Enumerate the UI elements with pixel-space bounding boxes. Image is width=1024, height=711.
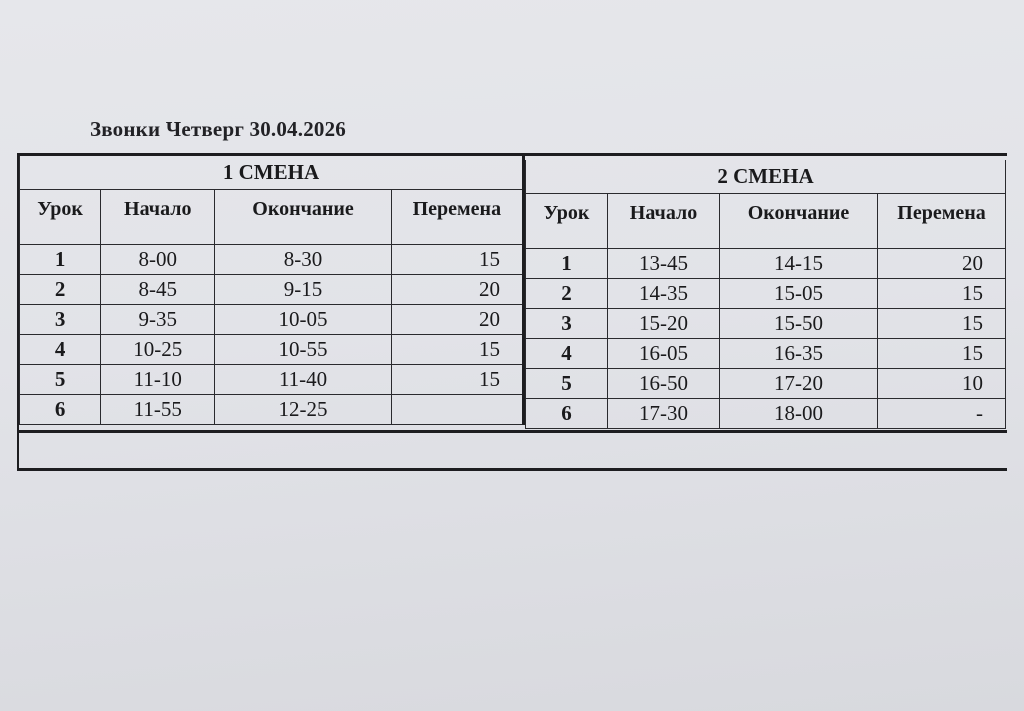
col-header-break: Перемена: [878, 194, 1006, 249]
lesson-break: 15: [391, 335, 523, 365]
table-row: [526, 369, 1006, 399]
lesson-break: -: [878, 399, 1006, 429]
schedule-bottom-rule: [17, 430, 1007, 433]
table-row: [526, 309, 1006, 339]
lesson-start: 16-50: [608, 369, 720, 399]
lesson-number: 2: [526, 279, 608, 309]
lesson-start: 17-30: [608, 399, 720, 429]
lesson-end: 17-20: [720, 369, 878, 399]
table-row: [20, 365, 524, 395]
col-header-start: Начало: [101, 190, 215, 245]
shift-1-table: [19, 156, 525, 425]
lesson-break: 20: [391, 275, 523, 305]
table-row: [526, 249, 1006, 279]
col-header-break: Перемена: [391, 190, 523, 245]
lesson-break: 20: [878, 249, 1006, 279]
lesson-end: 9-15: [215, 275, 391, 305]
lesson-number: 4: [20, 335, 101, 365]
table-row: [20, 335, 524, 365]
lesson-end: 11-40: [215, 365, 391, 395]
shift-1-title: 1 СМЕНА: [20, 156, 524, 190]
lesson-start: 8-45: [101, 275, 215, 305]
col-header-lesson: Урок: [20, 190, 101, 245]
table-row: [526, 339, 1006, 369]
lesson-end: 8-30: [215, 245, 391, 275]
lesson-break: 10: [878, 369, 1006, 399]
lesson-break: [391, 395, 523, 425]
lesson-end: 14-15: [720, 249, 878, 279]
col-header-lesson: Урок: [526, 194, 608, 249]
lesson-start: 11-10: [101, 365, 215, 395]
lesson-end: 10-05: [215, 305, 391, 335]
lesson-number: 3: [526, 309, 608, 339]
lesson-start: 15-20: [608, 309, 720, 339]
col-header-start: Начало: [608, 194, 720, 249]
lesson-number: 5: [526, 369, 608, 399]
lesson-break: 15: [878, 279, 1006, 309]
lesson-number: 4: [526, 339, 608, 369]
table-row: [20, 305, 524, 335]
lesson-end: 15-05: [720, 279, 878, 309]
table-row: [20, 245, 524, 275]
lesson-end: 10-55: [215, 335, 391, 365]
lesson-break: 15: [878, 339, 1006, 369]
lesson-end: 12-25: [215, 395, 391, 425]
lesson-number: 6: [526, 399, 608, 429]
shift-2-table: [525, 160, 1006, 429]
lesson-break: 15: [391, 245, 523, 275]
shift-2-title: 2 СМЕНА: [526, 160, 1006, 194]
lesson-end: 18-00: [720, 399, 878, 429]
col-header-end: Окончание: [215, 190, 391, 245]
lesson-start: 10-25: [101, 335, 215, 365]
lesson-number: 6: [20, 395, 101, 425]
lesson-number: 1: [526, 249, 608, 279]
lesson-start: 8-00: [101, 245, 215, 275]
lesson-start: 11-55: [101, 395, 215, 425]
table-row: [20, 275, 524, 305]
lesson-number: 5: [20, 365, 101, 395]
table-row: [20, 395, 524, 425]
lesson-break: 15: [878, 309, 1006, 339]
col-header-end: Окончание: [720, 194, 878, 249]
lesson-start: 16-05: [608, 339, 720, 369]
page-title: Звонки Четверг 30.04.2026: [90, 117, 347, 141]
lesson-number: 1: [20, 245, 101, 275]
lesson-start: 14-35: [608, 279, 720, 309]
lesson-break: 20: [391, 305, 523, 335]
lesson-number: 3: [20, 305, 101, 335]
table-row: [526, 399, 1006, 429]
table-row: [526, 279, 1006, 309]
lesson-number: 2: [20, 275, 101, 305]
lesson-end: 15-50: [720, 309, 878, 339]
lesson-break: 15: [391, 365, 523, 395]
lesson-start: 13-45: [608, 249, 720, 279]
lesson-start: 9-35: [101, 305, 215, 335]
lesson-end: 16-35: [720, 339, 878, 369]
